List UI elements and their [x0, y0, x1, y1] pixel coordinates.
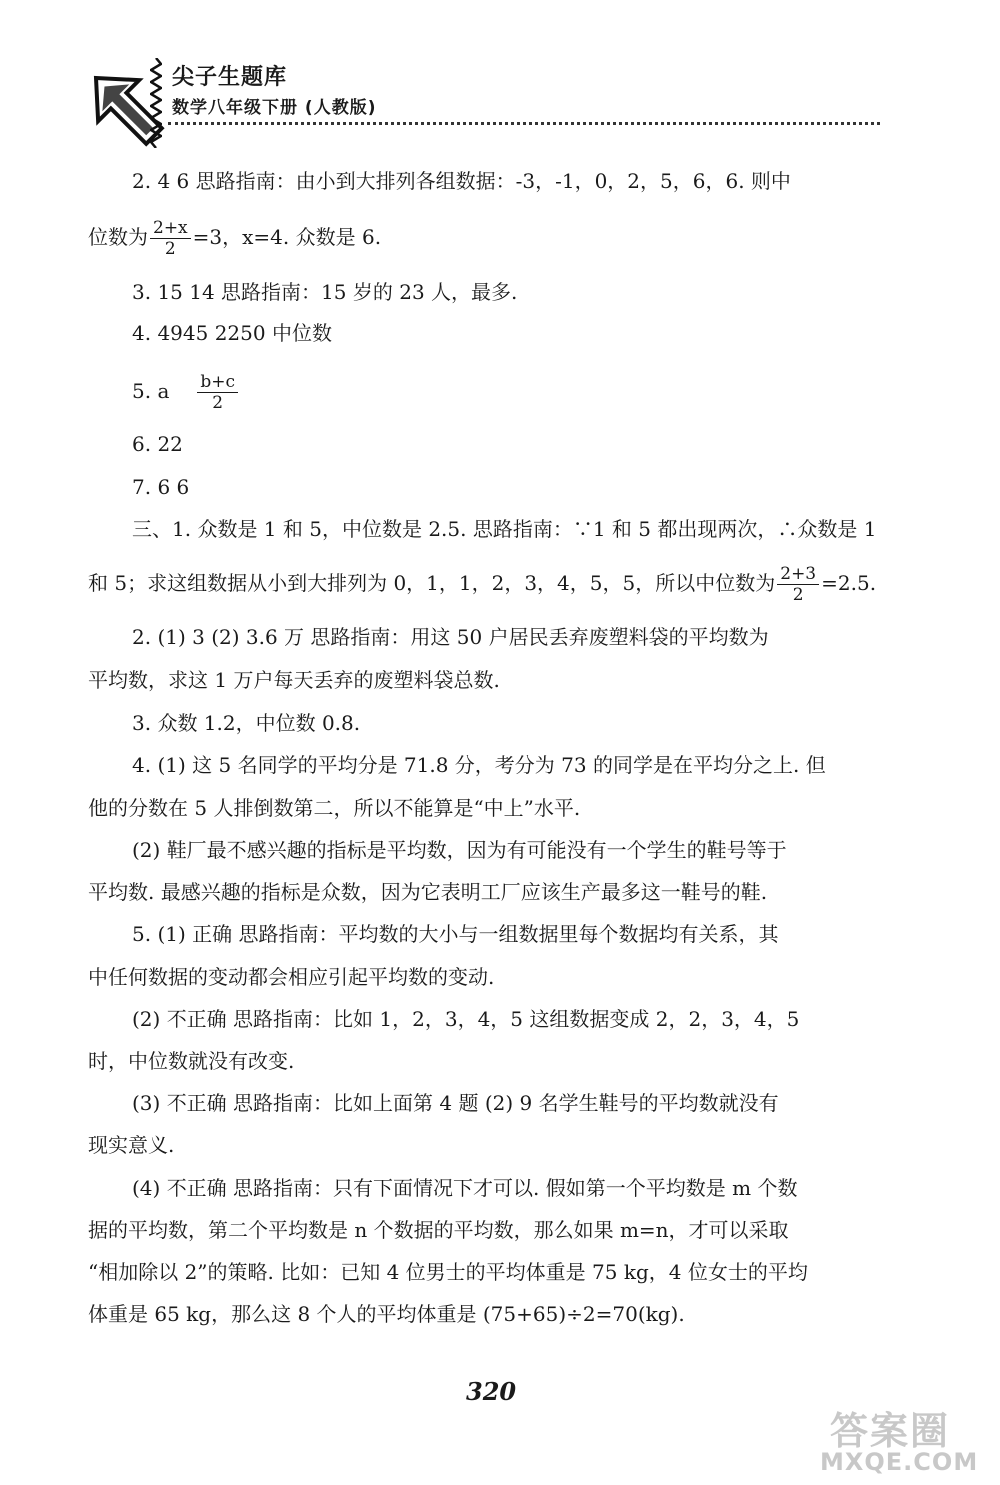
answer-text: =2.5. — [821, 571, 877, 595]
watermark-url-text: MXQE.COM — [820, 1448, 979, 1476]
header-zigzag-divider — [150, 58, 162, 148]
answer-text: =3，x=4. 众数是 6. — [192, 225, 382, 249]
answer-line-1: 2. 4 6 思路指南：由小到大排列各组数据：-3，-1，0，2，5，6，6. 则中 — [132, 169, 791, 193]
answer-line-7: 7. 6 6 — [132, 475, 190, 499]
answer-line-13: 4. (1) 这 5 名同学的平均分是 71.8 分，考分为 73 的同学是在平均分之上. 但 — [132, 753, 826, 777]
answer-line-22: 现实意义. — [88, 1133, 175, 1157]
watermark-logo-text: 答案圈 — [830, 1409, 951, 1453]
fraction-denominator: 2 — [212, 393, 224, 413]
fraction-denominator: 2 — [792, 585, 804, 605]
answer-line-6: 6. 22 — [132, 432, 183, 456]
fraction-numerator: 2+3 — [777, 564, 819, 585]
header-dotted-rule — [168, 122, 880, 125]
answer-line-21: (3) 不正确 思路指南：比如上面第 4 题 (2) 9 名学生鞋号的平均数就没有 — [132, 1091, 779, 1115]
answer-line-15: (2) 鞋厂最不感兴趣的指标是平均数，因为有可能没有一个学生的鞋号等于 — [132, 838, 787, 862]
answer-line-25: “相加除以 2”的策略. 比如：已知 4 位男士的平均体重是 75 kg，4 位女士的平均 — [88, 1260, 808, 1284]
page-number: 320 — [466, 1377, 517, 1406]
answer-line-19: (2) 不正确 思路指南：比如 1，2，3，4，5 这组数据变成 2，2，3，4，5 — [132, 1007, 800, 1031]
answer-text: 5. a — [132, 379, 170, 403]
answer-line-5 — [132, 372, 240, 413]
answer-line-8: 三、1. 众数是 1 和 5，中位数是 2.5. 思路指南：∵1 和 5 都出现两次，∴众数是 1 — [132, 517, 877, 541]
answer-line-10: 2. (1) 3 (2) 3.6 万 思路指南：用这 50 户居民丢弃废塑料袋的平均数为 — [132, 625, 769, 649]
answer-line-4: 4. 4945 2250 中位数 — [132, 321, 332, 345]
answer-line-12: 3. 众数 1.2，中位数 0.8. — [132, 711, 361, 735]
fraction — [777, 564, 819, 605]
fraction — [150, 218, 191, 259]
answer-line-20: 时，中位数就没有改变. — [88, 1049, 295, 1073]
answer-text: 和 5；求这组数据从小到大排列为 0，1，1，2，3，4，5，5，所以中位数为 — [88, 571, 776, 595]
fraction-numerator: b+c — [197, 372, 238, 393]
book-title: 尖子生题库 — [172, 65, 288, 90]
answer-line-24: 据的平均数，第二个平均数是 n 个数据的平均数，那么如果 m=n，才可以采取 — [88, 1218, 789, 1242]
answer-line-26: 体重是 65 kg，那么这 8 个人的平均体重是 (75+65)÷2=70(kg). — [88, 1302, 685, 1326]
answer-text: 位数为 — [88, 225, 148, 249]
answer-line-23: (4) 不正确 思路指南：只有下面情况下才可以. 假如第一个平均数是 m 个数 — [132, 1176, 798, 1200]
book-subtitle: 数学八年级下册 (人教版) — [172, 98, 377, 118]
answer-line-14: 他的分数在 5 人排倒数第二，所以不能算是“中上”水平. — [88, 796, 581, 820]
fraction — [197, 372, 238, 413]
answer-line-16: 平均数. 最感兴趣的指标是众数，因为它表明工厂应该生产最多这一鞋号的鞋. — [88, 880, 768, 904]
answer-line-3: 3. 15 14 思路指南：15 岁的 23 人，最多. — [132, 280, 518, 304]
answer-line-17: 5. (1) 正确 思路指南：平均数的大小与一组数据里每个数据均有关系，其 — [132, 922, 779, 946]
answer-line-11: 平均数，求这 1 万户每天丢弃的废塑料袋总数. — [88, 668, 500, 692]
answer-line-9 — [88, 564, 876, 605]
fraction-numerator: 2+x — [150, 218, 191, 239]
answer-line-2 — [88, 218, 381, 259]
site-watermark — [812, 1400, 997, 1480]
answer-line-18: 中任何数据的变动都会相应引起平均数的变动. — [88, 965, 495, 989]
fraction-denominator: 2 — [164, 239, 176, 259]
